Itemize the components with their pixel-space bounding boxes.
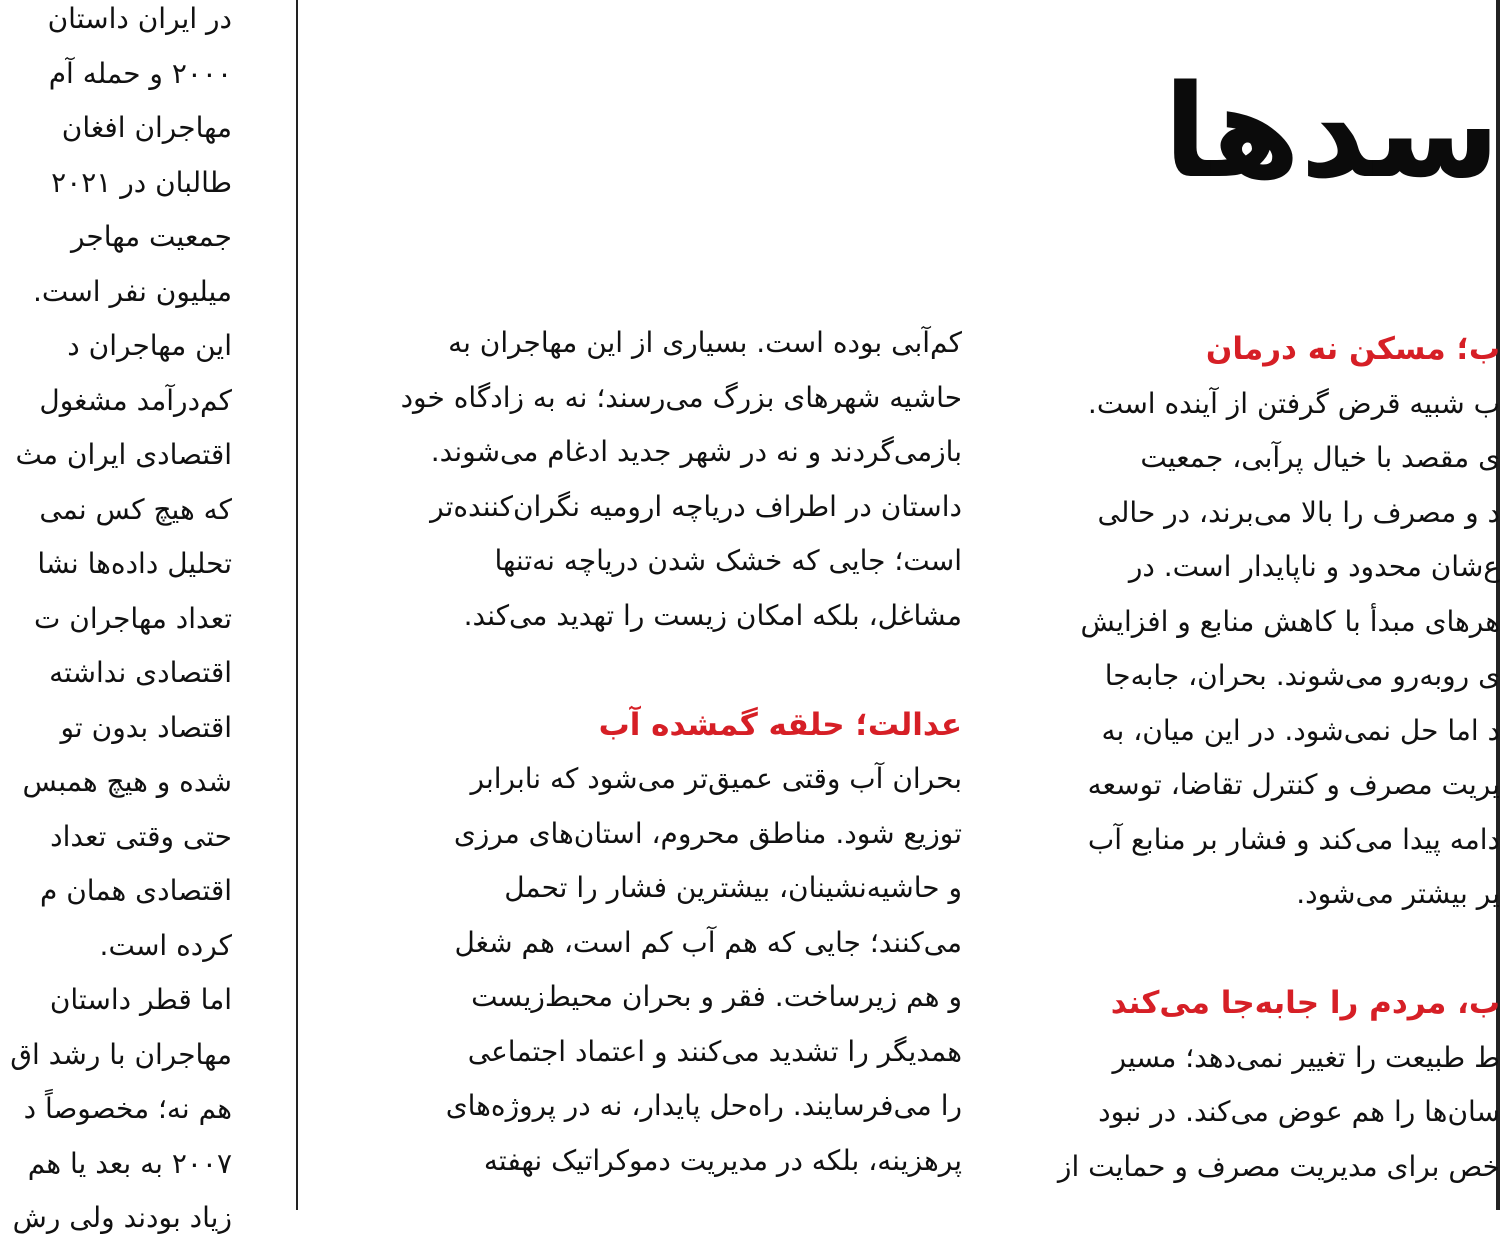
middle-line: بازمی‌گردند و نه در شهر جدید ادغام می‌شوند. — [430, 435, 962, 468]
right-line: د اما حل نمی‌شود. در این میان، به — [1101, 713, 1500, 747]
middle-line: بحران آب وقتی عمیق‌تر می‌شود که نابرابر — [470, 762, 962, 795]
left-line: این مهاجران د — [67, 329, 232, 362]
left-line: اقتصادی نداشته — [49, 656, 232, 689]
middle-line: کم‌آبی بوده است. بسیاری از این مهاجران به — [448, 326, 962, 359]
middle-line: و هم زیرساخت. فقر و بحران محیط‌زیست — [471, 980, 962, 1013]
headline: سدها — [1163, 58, 1500, 207]
left-line: ۲۰۰۰ و حمله آم — [48, 56, 232, 90]
left-column — [0, 0, 232, 1246]
right-line: سان‌ها را هم عوض می‌کند. در نبود — [1098, 1095, 1500, 1128]
right-line: یریت مصرف و کنترل تقاضا، توسعه — [1087, 768, 1500, 801]
middle-line: را می‌فرسایند. راه‌حل پایدار، نه در پروژه‌های — [445, 1089, 962, 1122]
column-divider — [296, 0, 298, 1210]
left-line: کرده است. — [99, 928, 232, 962]
left-line: طالبان در ۲۰۲۱ — [51, 165, 232, 199]
middle-line: و حاشیه‌نشینان، بیشترین فشار را تحمل — [504, 871, 962, 904]
right-line: هرهای مبدأ با کاهش منابع و افزایش — [1080, 604, 1500, 638]
middle-subheading: عدالت؛ حلقه گمشده آب — [598, 706, 962, 743]
right-subheading-1: ب؛ مسکن نه درمان — [1205, 331, 1500, 367]
left-line: در ایران داستان — [47, 2, 232, 35]
left-line: جمعیت مهاجر — [70, 220, 232, 253]
left-line: تعداد مهاجران ت — [34, 601, 232, 635]
right-line: ع‌شان محدود و ناپایدار است. در — [1128, 550, 1500, 583]
left-line: تحلیل داده‌ها نشا — [37, 547, 232, 580]
right-column — [1022, 322, 1500, 1194]
right-line: ی مقصد با خیال پرآبی، جمعیت — [1140, 441, 1500, 474]
right-line: خص برای مدیریت مصرف و حمایت از — [1057, 1149, 1500, 1183]
left-line: ۲۰۰۷ به بعد یا هم — [27, 1146, 232, 1180]
right-line: ط طبیعت را تغییر نمی‌دهد؛ مسیر — [1112, 1040, 1500, 1074]
left-line: کم‌درآمد مشغول — [39, 383, 232, 417]
right-line: ی روبه‌رو می‌شوند. بحران، جابه‌جا — [1104, 659, 1500, 692]
middle-line: توزیع شود. مناطق محروم، استان‌های مرزی — [453, 816, 962, 850]
right-line: ب شبیه قرض گرفتن از آینده است. — [1087, 386, 1500, 420]
middle-line: همدیگر را تشدید می‌کنند و اعتماد اجتماعی — [467, 1034, 962, 1068]
left-line: هم نه؛ مخصوصاً د — [23, 1092, 232, 1125]
middle-line: حاشیه شهرهای بزرگ می‌رسند؛ نه به زادگاه خود — [400, 380, 962, 414]
left-line: که هیچ کس نمی — [39, 492, 232, 526]
middle-line: داستان در اطراف دریاچه ارومیه نگران‌کننده‌تر — [430, 489, 962, 523]
middle-column — [368, 316, 962, 1188]
right-subheading-2: ب، مردم را جابه‌جا می‌کند — [1110, 985, 1500, 1021]
left-line: اما قطر داستان — [49, 983, 232, 1016]
left-line: شده و هیچ همبس — [22, 765, 232, 798]
left-line: مهاجران با رشد اق — [10, 1037, 232, 1071]
left-line: اقتصادی ایران مث — [15, 438, 232, 471]
middle-line: می‌کنند؛ جایی که هم آب کم است، هم شغل — [454, 925, 962, 959]
left-line: میلیون نفر است. — [32, 274, 232, 308]
spacer — [1022, 922, 1500, 977]
middle-line: پرهزینه، بلکه در مدیریت دموکراتیک نهفته — [483, 1143, 962, 1177]
left-line: اقتصادی همان م — [40, 874, 232, 907]
left-line: زیاد بودند ولی رش — [12, 1201, 232, 1234]
spacer — [368, 643, 962, 698]
right-line: دامه پیدا می‌کند و فشار بر منابع آب — [1087, 822, 1500, 856]
left-line: حتی وقتی تعداد — [50, 819, 232, 853]
middle-line: است؛ جایی که خشک شدن دریاچه نه‌تنها — [494, 544, 962, 577]
right-line: یر بیشتر می‌شود. — [1296, 877, 1500, 910]
right-line: د و مصرف را بالا می‌برند، در حالی — [1097, 495, 1500, 529]
left-line: مهاجران افغان — [61, 111, 232, 144]
left-line: اقتصاد بدون تو — [60, 710, 232, 744]
middle-line: مشاغل، بلکه امکان زیست را تهدید می‌کند. — [463, 598, 962, 632]
